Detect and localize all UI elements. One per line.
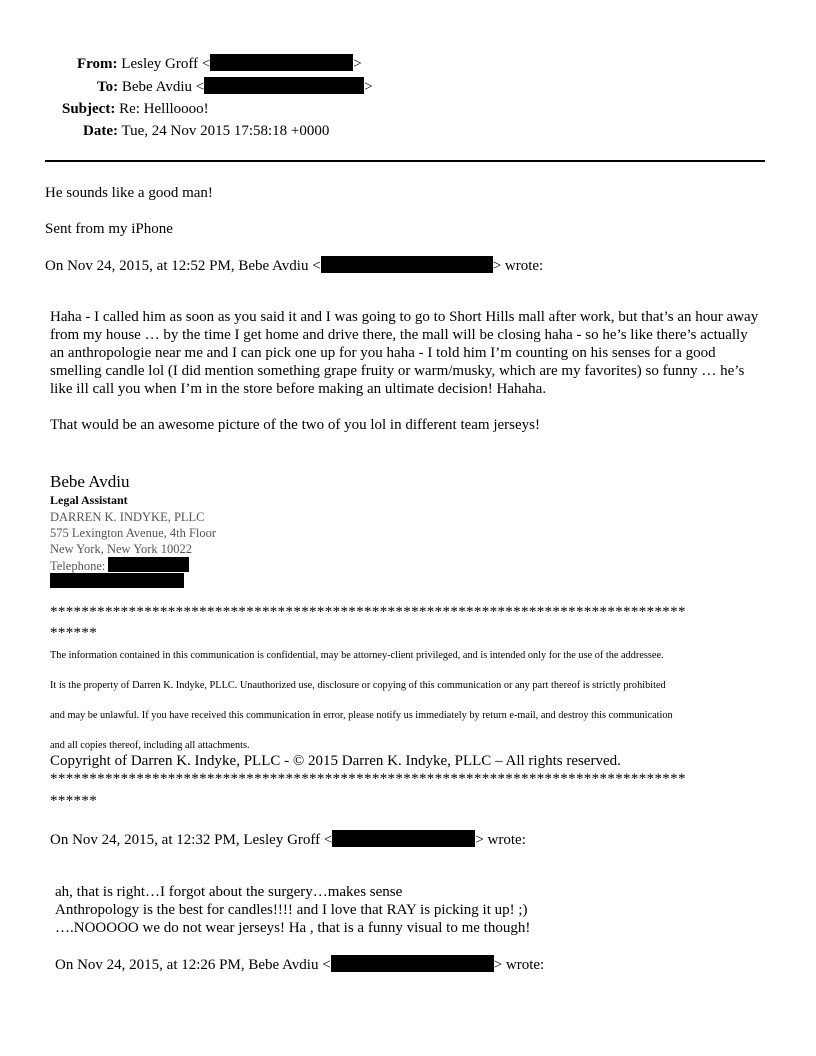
quoted-paragraph: That would be an awesome picture of the two of you lol in different team jerseys! xyxy=(50,417,540,433)
signature-firm: DARREN K. INDYKE, PLLC xyxy=(50,510,205,524)
redaction-bar xyxy=(204,77,364,94)
quote-intro xyxy=(55,955,544,974)
quoted-paragraph: Haha - I called him as soon as you said it and I was going to go to Short Hills mall after work, but that’s an hour away from my house … by the time I get home and drive there, the mall will be closing haha - so he’s like there’s actually an anthropologie near me and I can pick one up for you haha - I told him I’m counting on his senses for a good smelling candle lol (I did mention something grape fruity or warm/musky, which are my favorites) so funny … he’s like ill call you when I’m in the store before making an ultimate decision! Hahaha. xyxy=(50,309,759,397)
redaction-bar xyxy=(210,54,353,71)
copyright-line: Copyright of Darren K. Indyke, PLLC - © 2015 Darren K. Indyke, PLLC – All rights reserved. xyxy=(50,753,621,769)
quote-intro-text: On Nov 24, 2015, at 12:26 PM, Bebe Avdiu < xyxy=(55,957,331,973)
from-label: From: xyxy=(77,56,118,72)
quote-intro-wrote: > wrote: xyxy=(493,957,545,973)
quote-intro-text: On Nov 24, 2015, at 12:32 PM, Lesley Groff < xyxy=(50,832,333,848)
quoted-line: Anthropology is the best for candles!!!! and I love that RAY is picking it up! ;) xyxy=(55,902,528,918)
reply-line: He sounds like a good man! xyxy=(45,185,213,201)
quote-intro xyxy=(45,256,543,275)
signature-address2: New York, New York 10022 xyxy=(50,542,193,556)
quote-intro-wrote: > wrote: xyxy=(492,258,544,274)
subject-value: Re: Hellloooo! xyxy=(119,101,209,117)
quote-intro-text: On Nov 24, 2015, at 12:52 PM, Bebe Avdiu < xyxy=(45,258,321,274)
date-label: Date: xyxy=(83,123,118,139)
quote-intro-wrote: > wrote: xyxy=(475,832,526,848)
header-divider xyxy=(45,160,765,162)
redaction-bar xyxy=(331,955,494,972)
signature-telephone xyxy=(50,557,189,574)
header-from xyxy=(77,54,362,73)
quote-intro xyxy=(50,830,526,849)
signature-address1: 575 Lexington Avenue, 4th Floor xyxy=(50,526,217,540)
stars-divider-tail: ****** xyxy=(50,793,98,809)
signature-title: Legal Assistant xyxy=(50,493,128,507)
redaction-bar xyxy=(321,256,493,273)
sent-from-line: Sent from my iPhone xyxy=(45,221,173,237)
date-value: Tue, 24 Nov 2015 17:58:18 +0000 xyxy=(121,123,330,139)
stars-divider-tail: ****** xyxy=(50,625,98,641)
disclaimer-line: and may be unlawful. If you have received this communication in error, please notify us immediately by return e-mail, and destroy this communication xyxy=(50,710,673,721)
from-close: > xyxy=(353,56,362,72)
quoted-line: ….NOOOOO we do not wear jerseys! Ha , that is a funny visual to me though! xyxy=(55,920,531,936)
redaction-bar xyxy=(50,573,184,588)
subject-label: Subject: xyxy=(62,101,116,117)
to-label: To: xyxy=(97,79,119,95)
to-close: > xyxy=(364,79,373,95)
redaction-bar xyxy=(108,557,189,572)
quoted-line: ah, that is right…I forgot about the surgery…makes sense xyxy=(55,884,403,900)
stars-divider: ********************************************************************************* xyxy=(50,604,686,620)
stars-divider: ********************************************************************************* xyxy=(50,771,686,787)
disclaimer-line: The information contained in this communication is confidential, may be attorney-client privileged, and is intended only for the use of the addressee. xyxy=(50,650,664,661)
to-value: Bebe Avdiu < xyxy=(121,79,205,95)
signature-name: Bebe Avdiu xyxy=(50,472,130,491)
header-date xyxy=(83,122,329,140)
telephone-label: Telephone: xyxy=(50,559,106,573)
disclaimer-line: and all copies thereof, including all attachments. xyxy=(50,740,250,751)
from-value: Lesley Groff < xyxy=(121,56,211,72)
redaction-bar xyxy=(332,830,475,847)
disclaimer-line: It is the property of Darren K. Indyke, PLLC. Unauthorized use, disclosure or copying of this communication or any part thereof is strictly prohibited xyxy=(50,680,666,691)
header-subject xyxy=(62,100,209,118)
header-to xyxy=(97,77,373,96)
